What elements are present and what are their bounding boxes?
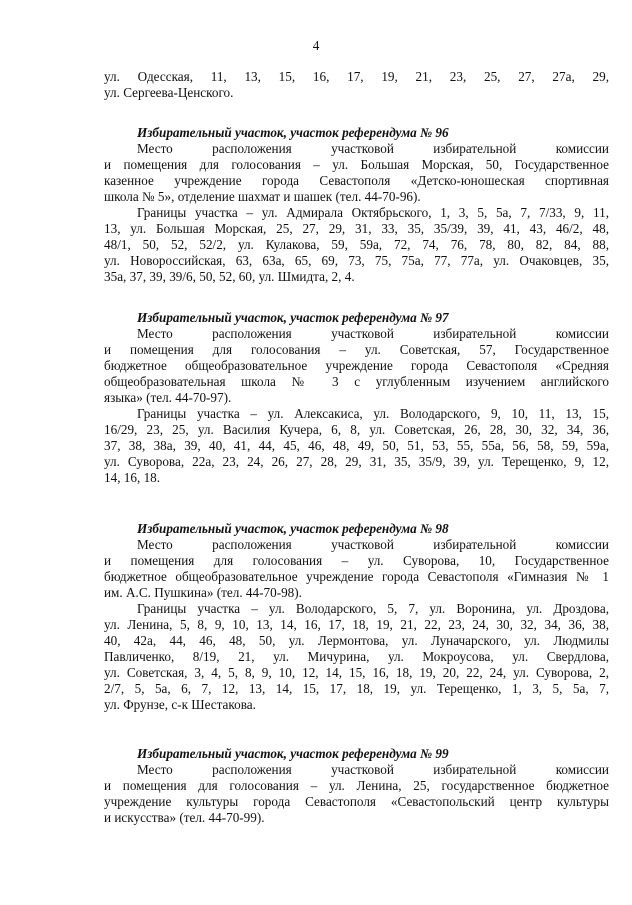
text-line: и помещения для голосования – ул. Суворова, 10, Государственное: [104, 553, 609, 568]
text-line: языка» (тел. 44-70-97).: [104, 390, 232, 405]
text-line: 35а, 37, 39, 39/6, 50, 52, 60, ул. Шмидта, 2, 4.: [104, 269, 355, 284]
text-line: ул. Одесская, 11, 13, 15, 16, 17, 19, 21, 23, 25, 27, 27а, 29,: [104, 69, 609, 84]
text-line: и искусства» (тел. 44-70-99).: [104, 810, 265, 825]
text-line: 13, ул. Большая Морская, 25, 27, 29, 31, 33, 35, 35/39, 39, 41, 43, 46/2, 48,: [104, 221, 609, 236]
text-line: бюджетное общеобразовательное учреждение города Севастополя «Средняя: [104, 358, 609, 373]
section-heading: Избирательный участок, участок референдума № 99: [137, 746, 449, 761]
text-line: 2/7, 5, 5а, 6, 7, 12, 13, 14, 15, 17, 18, 19, ул. Терещенко, 1, 3, 5, 5а, 7,: [104, 681, 609, 696]
text-line: Место расположения участковой избирательной комиссии: [137, 141, 609, 156]
text-line: и помещения для голосования – ул. Советская, 57, Государственное: [104, 342, 609, 357]
text-line: казенное учреждение города Севастополя «Детско-юношеская спортивная: [104, 173, 609, 188]
text-line: ул. Сергеева-Ценского.: [104, 85, 234, 100]
text-line: общеобразовательная школа № 3 с углубленным изучением английского: [104, 374, 609, 389]
text-line: Место расположения участковой избирательной комиссии: [137, 762, 609, 777]
text-line: ул. Новороссийская, 63, 63а, 65, 69, 73, 75, 75а, 77, 77а, ул. Очаковцев, 35,: [104, 253, 609, 268]
text-line: ул. Советская, 3, 4, 5, 8, 9, 10, 12, 14, 15, 16, 18, 19, 20, 22, 24, ул. Суворова, 2,: [104, 665, 609, 680]
text-line: ул. Суворова, 22а, 23, 24, 26, 27, 28, 29, 31, 35, 35/9, 39, ул. Терещенко, 9, 12,: [104, 454, 609, 469]
text-line: Границы участка – ул. Алексакиса, ул. Володарского, 9, 10, 11, 13, 15,: [137, 406, 609, 421]
text-line: Место расположения участковой избирательной комиссии: [137, 326, 609, 341]
page-number: 4: [312, 38, 320, 53]
text-line: ул. Фрунзе, с-к Шестакова.: [104, 697, 256, 712]
text-line: Границы участка – ул. Володарского, 5, 7, ул. Воронина, ул. Дроздова,: [137, 601, 609, 616]
text-line: ул. Ленина, 5, 8, 9, 10, 13, 14, 16, 17, 18, 19, 21, 22, 23, 24, 30, 32, 34, 36, 38,: [104, 617, 609, 632]
text-line: 48/1, 50, 52, 52/2, ул. Кулакова, 59, 59а, 72, 74, 76, 78, 80, 82, 84, 88,: [104, 237, 609, 252]
section-heading: Избирательный участок, участок референдума № 96: [137, 125, 449, 140]
text-line: Павличенко, 8/19, 21, ул. Мичурина, ул. Мокроусова, ул. Свердлова,: [104, 649, 609, 664]
text-line: и помещения для голосования – ул. Большая Морская, 50, Государственное: [104, 157, 609, 172]
text-line: и помещения для голосования – ул. Ленина, 25, государственное бюджетное: [104, 778, 609, 793]
text-line: школа № 5», отделение шахмат и шашек (тел. 44-70-96).: [104, 189, 421, 204]
section-heading: Избирательный участок, участок референдума № 98: [137, 521, 449, 536]
text-line: 14, 16, 18.: [104, 470, 161, 485]
section-heading: Избирательный участок, участок референдума № 97: [137, 310, 449, 325]
text-line: Границы участка – ул. Адмирала Октябрьского, 1, 3, 5, 5а, 7, 7/33, 9, 11,: [137, 205, 609, 220]
text-line: Место расположения участковой избирательной комиссии: [137, 537, 609, 552]
text-line: 37, 38, 38а, 39, 40, 41, 44, 45, 46, 48, 49, 50, 51, 53, 55, 55а, 56, 58, 59, 59а,: [104, 438, 609, 453]
text-line: 16/29, 23, 25, ул. Василия Кучера, 6, 8, ул. Советская, 26, 28, 30, 32, 34, 36,: [104, 422, 609, 437]
text-line: бюджетное общеобразовательное учреждение города Севастополя «Гимназия № 1: [104, 569, 609, 584]
text-line: 40, 42а, 44, 46, 48, 50, ул. Лермонтова, ул. Луначарского, ул. Людмилы: [104, 633, 609, 648]
text-line: им. А.С. Пушкина» (тел. 44-70-98).: [104, 585, 302, 600]
text-line: учреждение культуры города Севастополя «Севастопольский центр культуры: [104, 794, 609, 809]
